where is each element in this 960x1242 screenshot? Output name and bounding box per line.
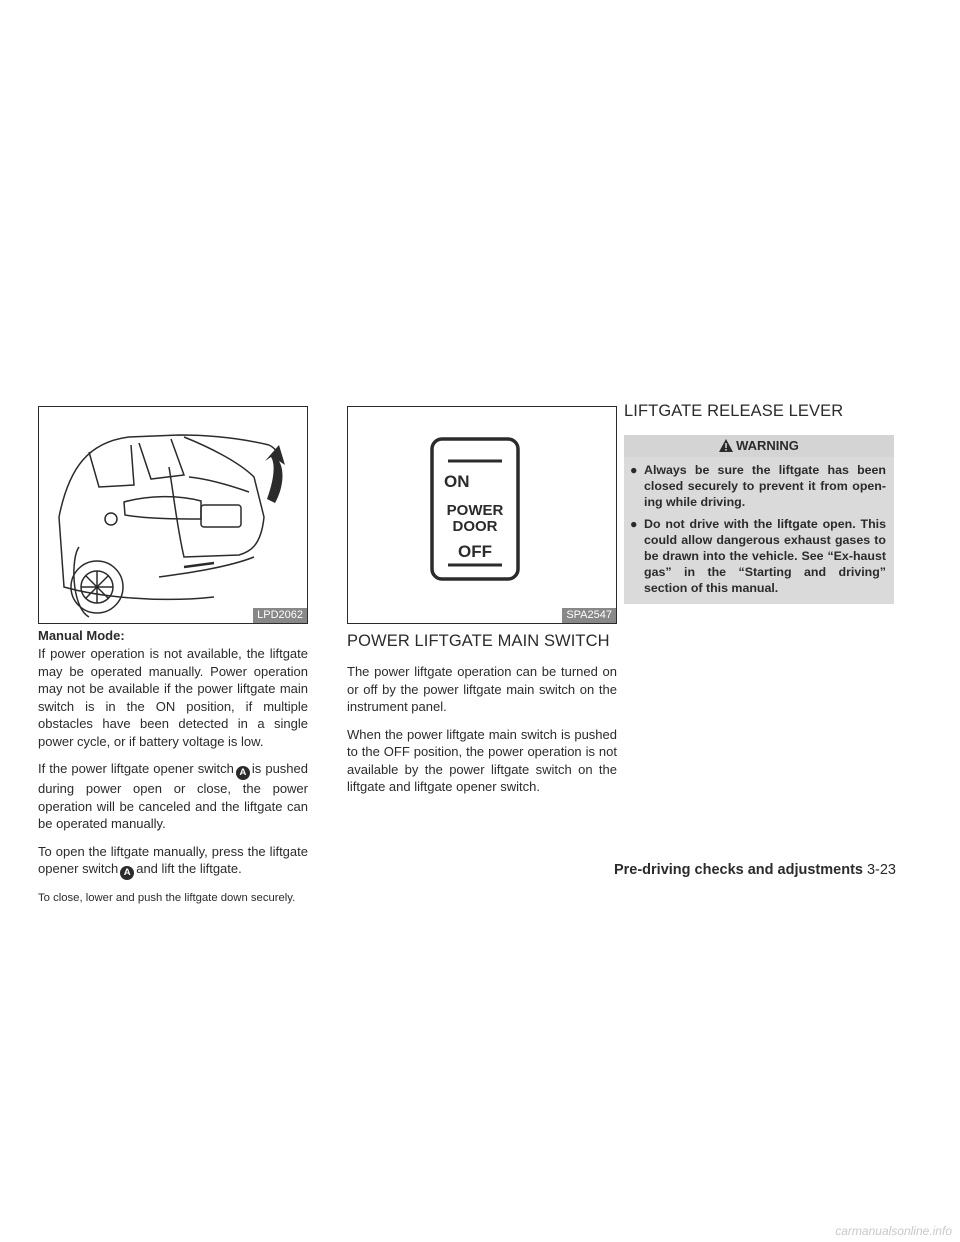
p2-text-after: is pushed during power open or close, the power operation will be canceled and the liftgate can be operated manually. [38, 761, 308, 831]
callout-a-badge: A [120, 866, 134, 880]
p3-text-before: To open the liftgate manually, press the liftgate opener switch [38, 843, 308, 876]
callout-a-badge: A [236, 766, 250, 780]
p2-text-before: If the power liftgate opener switch [38, 761, 234, 776]
main-switch-heading: POWER LIFTGATE MAIN SWITCH [347, 632, 610, 650]
warning-item-text: Always be sure the liftgate has been closed securely to prevent it from open-ing while driving. [644, 463, 886, 509]
bullet-icon: ● [630, 517, 638, 532]
liftgate-figure [38, 406, 308, 624]
manual-mode-paragraph-2 [38, 760, 308, 833]
release-lever-heading: LIFTGATE RELEASE LEVER [624, 402, 844, 420]
switch-off-label: OFF [458, 542, 492, 561]
warning-body [624, 457, 894, 604]
bullet-icon: ● [630, 463, 638, 477]
warning-title-bar [624, 435, 894, 457]
page-footer [614, 862, 896, 878]
main-switch-paragraph-1: The power liftgate operation can be turned on or off by the power liftgate main switch on the instrument panel. [347, 664, 617, 714]
switch-door-label: DOOR [452, 518, 498, 535]
manual-mode-paragraph-4: To close, lower and push the liftgate down securely. [38, 892, 296, 904]
warning-box [624, 435, 894, 604]
figure-code: LPD2062 [253, 608, 307, 623]
column-left [38, 406, 308, 918]
main-switch-paragraph-2: When the power liftgate main switch is pushed to the OFF position, the power operation is not available by the power liftgate switch on the liftgate and liftgate opener switch. [347, 726, 617, 794]
power-door-switch-illustration [348, 407, 616, 623]
p3-text-after: and lift the liftgate. [136, 861, 242, 876]
switch-figure [347, 406, 617, 624]
watermark: carmanualsonline.info [835, 1224, 952, 1238]
page-number: 3-23 [866, 862, 896, 878]
figure-code: SPA2547 [562, 608, 616, 623]
warning-item [630, 517, 886, 596]
section-title: Pre-driving checks and adjustments [613, 862, 863, 878]
column-right [624, 402, 894, 604]
column-middle [347, 406, 617, 806]
warning-item [630, 463, 886, 510]
warning-title: WARNING [736, 438, 799, 453]
warning-item-text: Do not drive with the liftgate open. This could allow dangerous exhaust gases to be drawn into the vehicle. See “Ex-haust gas” in the “Starting and driving” section of this manual. [644, 517, 886, 595]
manual-mode-heading: Manual Mode: [38, 628, 125, 643]
switch-power-label: POWER [446, 502, 504, 519]
warning-triangle-icon [719, 439, 733, 452]
manual-mode-paragraph-3 [38, 843, 308, 881]
manual-mode-paragraph-1: If power operation is not available, the liftgate may be operated manually. Power operation may not be available if the power liftgate main switch is in the ON position, if multiple obstacles have been detected in a single power cycle, or if battery voltage is low. [38, 646, 308, 749]
liftgate-illustration [39, 407, 307, 623]
switch-on-label: ON [444, 472, 470, 491]
